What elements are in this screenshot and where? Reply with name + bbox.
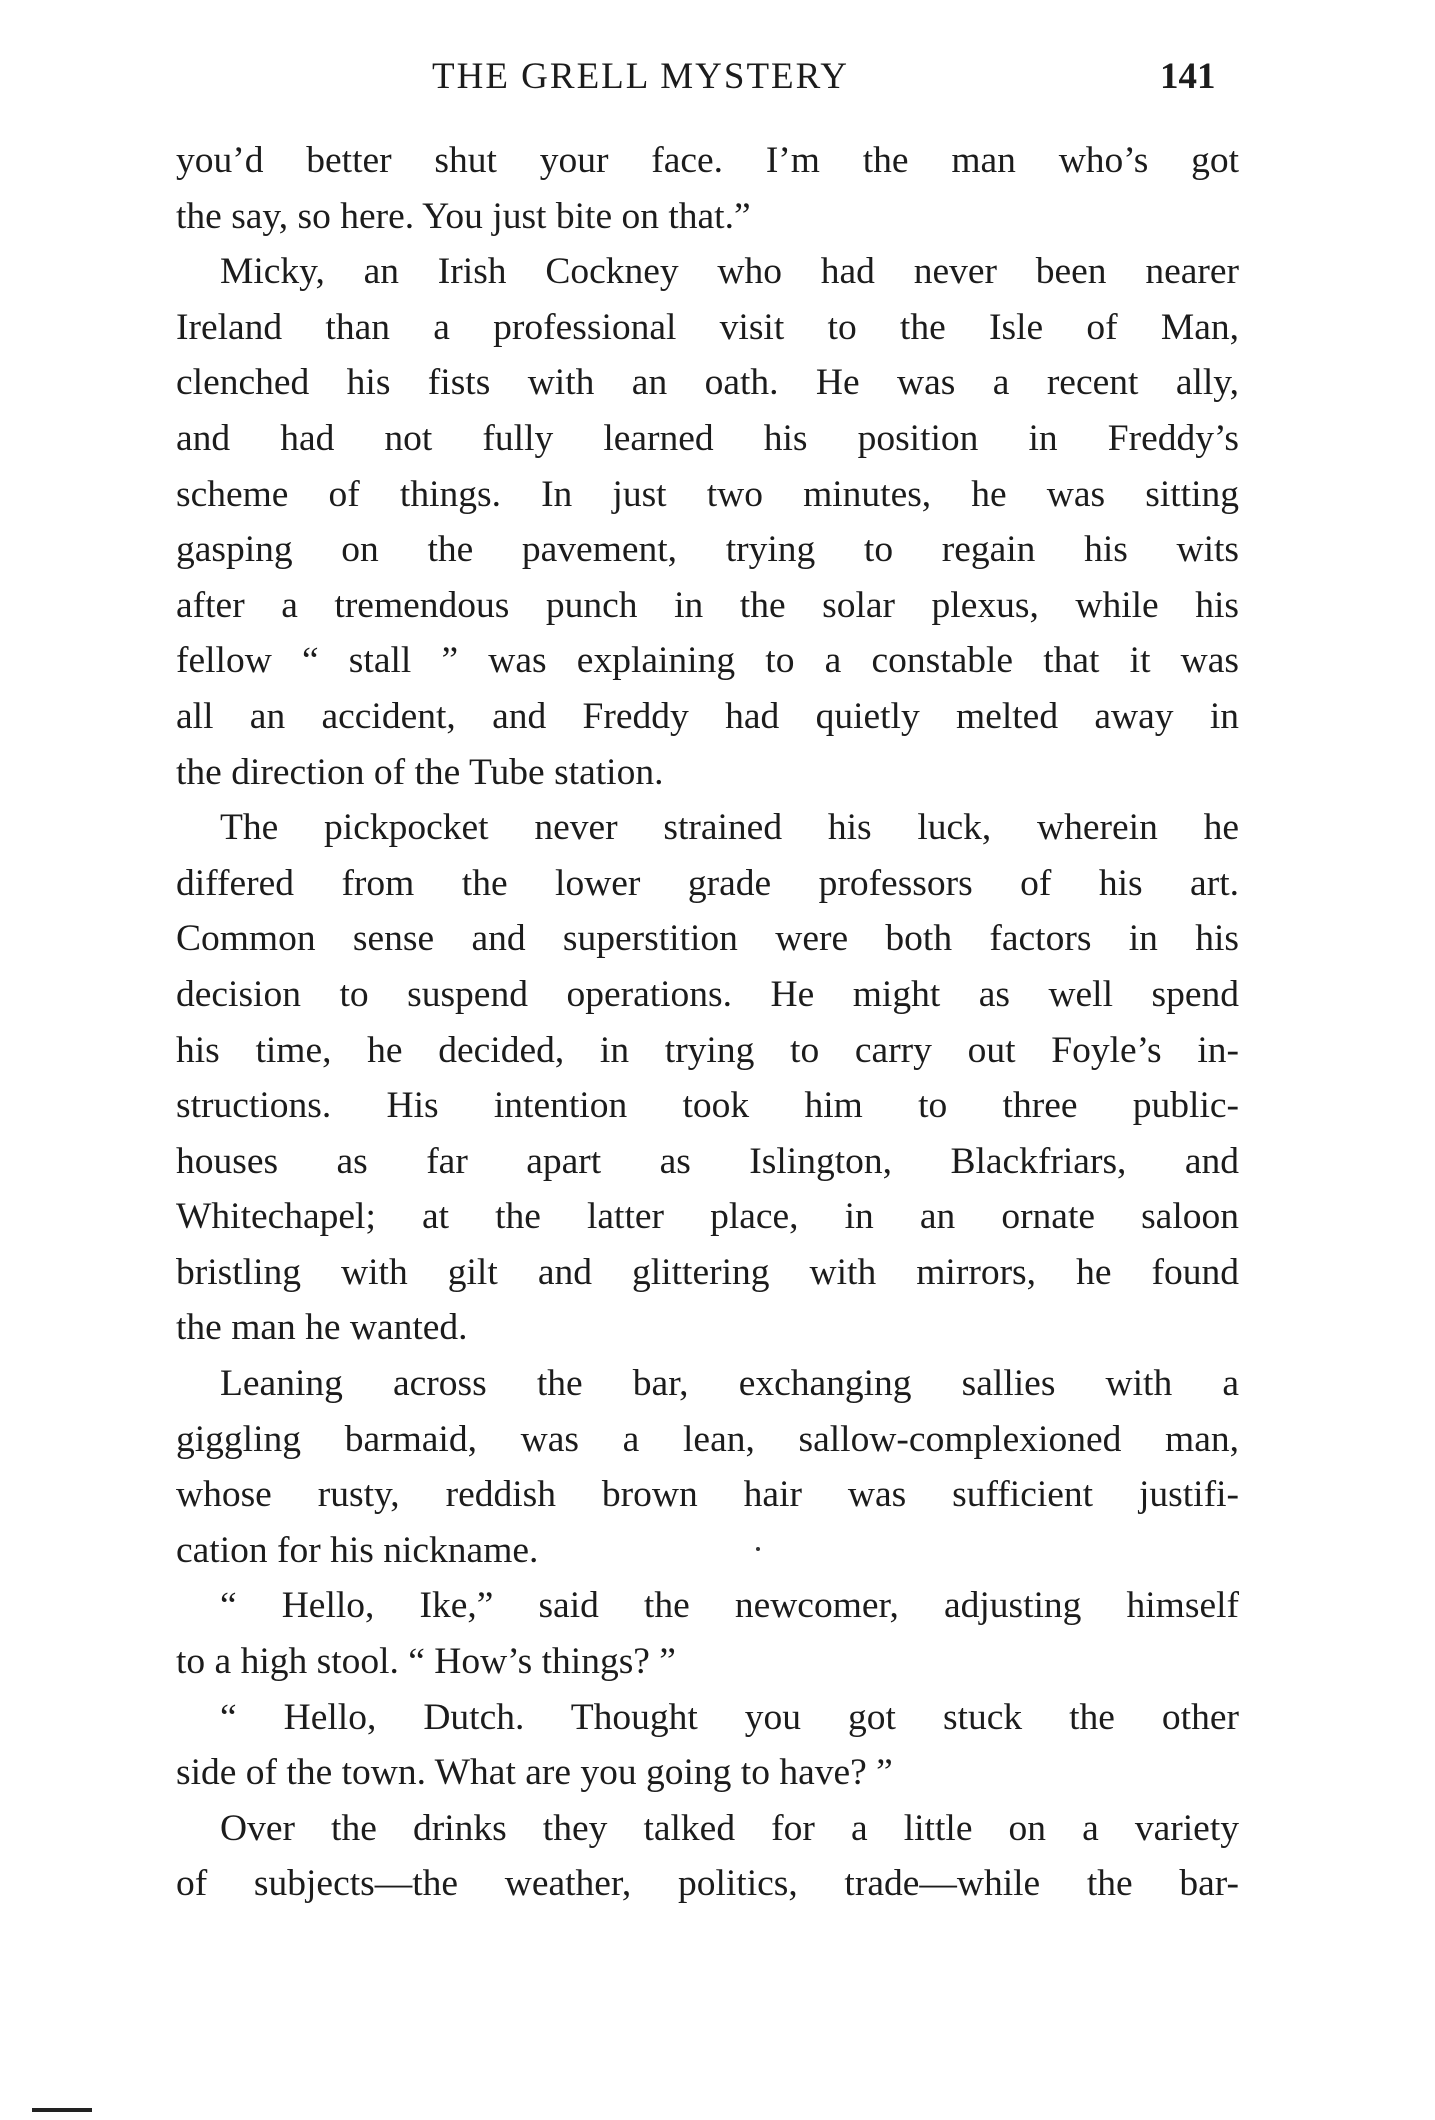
text-line: whose rusty, reddish brown hair was sufficient justifi-: [176, 1474, 1239, 1516]
text-line: houses as far apart as Islington, Blackfriars, and: [176, 1140, 1239, 1182]
text-line: clenched his fists with an oath. He was a recent ally,: [176, 362, 1239, 404]
text-line: decision to suspend operations. He might as well spend: [176, 973, 1239, 1015]
text-line: structions. His intention took him to three public-: [176, 1085, 1239, 1127]
paragraph-first-line: “ Hello, Dutch. Thought you got stuck the other: [220, 1696, 1239, 1738]
text-line: all an accident, and Freddy had quietly melted away in: [176, 695, 1239, 737]
paragraph-first-line: Micky, an Irish Cockney who had never been nearer: [220, 251, 1239, 293]
text-line: to a high stool. “ How’s things? ”: [176, 1641, 676, 1683]
text-line: bristling with gilt and glittering with mirrors, he found: [176, 1251, 1239, 1293]
page-edge-mark: [32, 2108, 92, 2112]
text-line: giggling barmaid, was a lean, sallow-complexioned man,: [176, 1418, 1239, 1460]
text-line: side of the town. What are you going to have? ”: [176, 1752, 893, 1794]
paragraph-first-line: Over the drinks they talked for a little on a variety: [220, 1807, 1239, 1849]
text-line: and had not fully learned his position in Freddy’s: [176, 417, 1239, 459]
text-line: the direction of the Tube station.: [176, 751, 664, 793]
paragraph-first-line: The pickpocket never strained his luck, wherein he: [220, 807, 1239, 849]
text-line: differed from the lower grade professors of his art.: [176, 862, 1239, 904]
text-line: you’d better shut your face. I’m the man who’s got: [176, 140, 1239, 181]
paragraph-first-line: “ Hello, Ike,” said the newcomer, adjusting himself: [220, 1585, 1239, 1627]
text-line: scheme of things. In just two minutes, he was sitting: [176, 473, 1239, 515]
print-speck: [756, 1547, 760, 1551]
text-line: the man he wanted.: [176, 1307, 468, 1349]
text-line: fellow “ stall ” was explaining to a constable that it was: [176, 640, 1239, 682]
body-text: [176, 133, 1239, 1912]
text-line: Ireland than a professional visit to the Isle of Man,: [176, 306, 1239, 348]
text-line: cation for his nickname.: [176, 1529, 539, 1571]
text-line: gasping on the pavement, trying to regain his wits: [176, 529, 1239, 571]
text-line: his time, he decided, in trying to carry out Foyle’s in-: [176, 1029, 1239, 1071]
text-line: Common sense and superstition were both factors in his: [176, 918, 1239, 960]
page-number: 141: [1160, 56, 1216, 97]
page-header: [0, 52, 1435, 102]
paragraph-first-line: Leaning across the bar, exchanging sallies with a: [220, 1363, 1239, 1405]
text-line: after a tremendous punch in the solar plexus, while his: [176, 584, 1239, 626]
text-line: Whitechapel; at the latter place, in an ornate saloon: [176, 1196, 1239, 1238]
text-line: the say, so here. You just bite on that.”: [176, 195, 751, 237]
text-line: of subjects—the weather, politics, trade—while the bar-: [176, 1863, 1239, 1905]
running-title: THE GRELL MYSTERY: [432, 56, 850, 97]
